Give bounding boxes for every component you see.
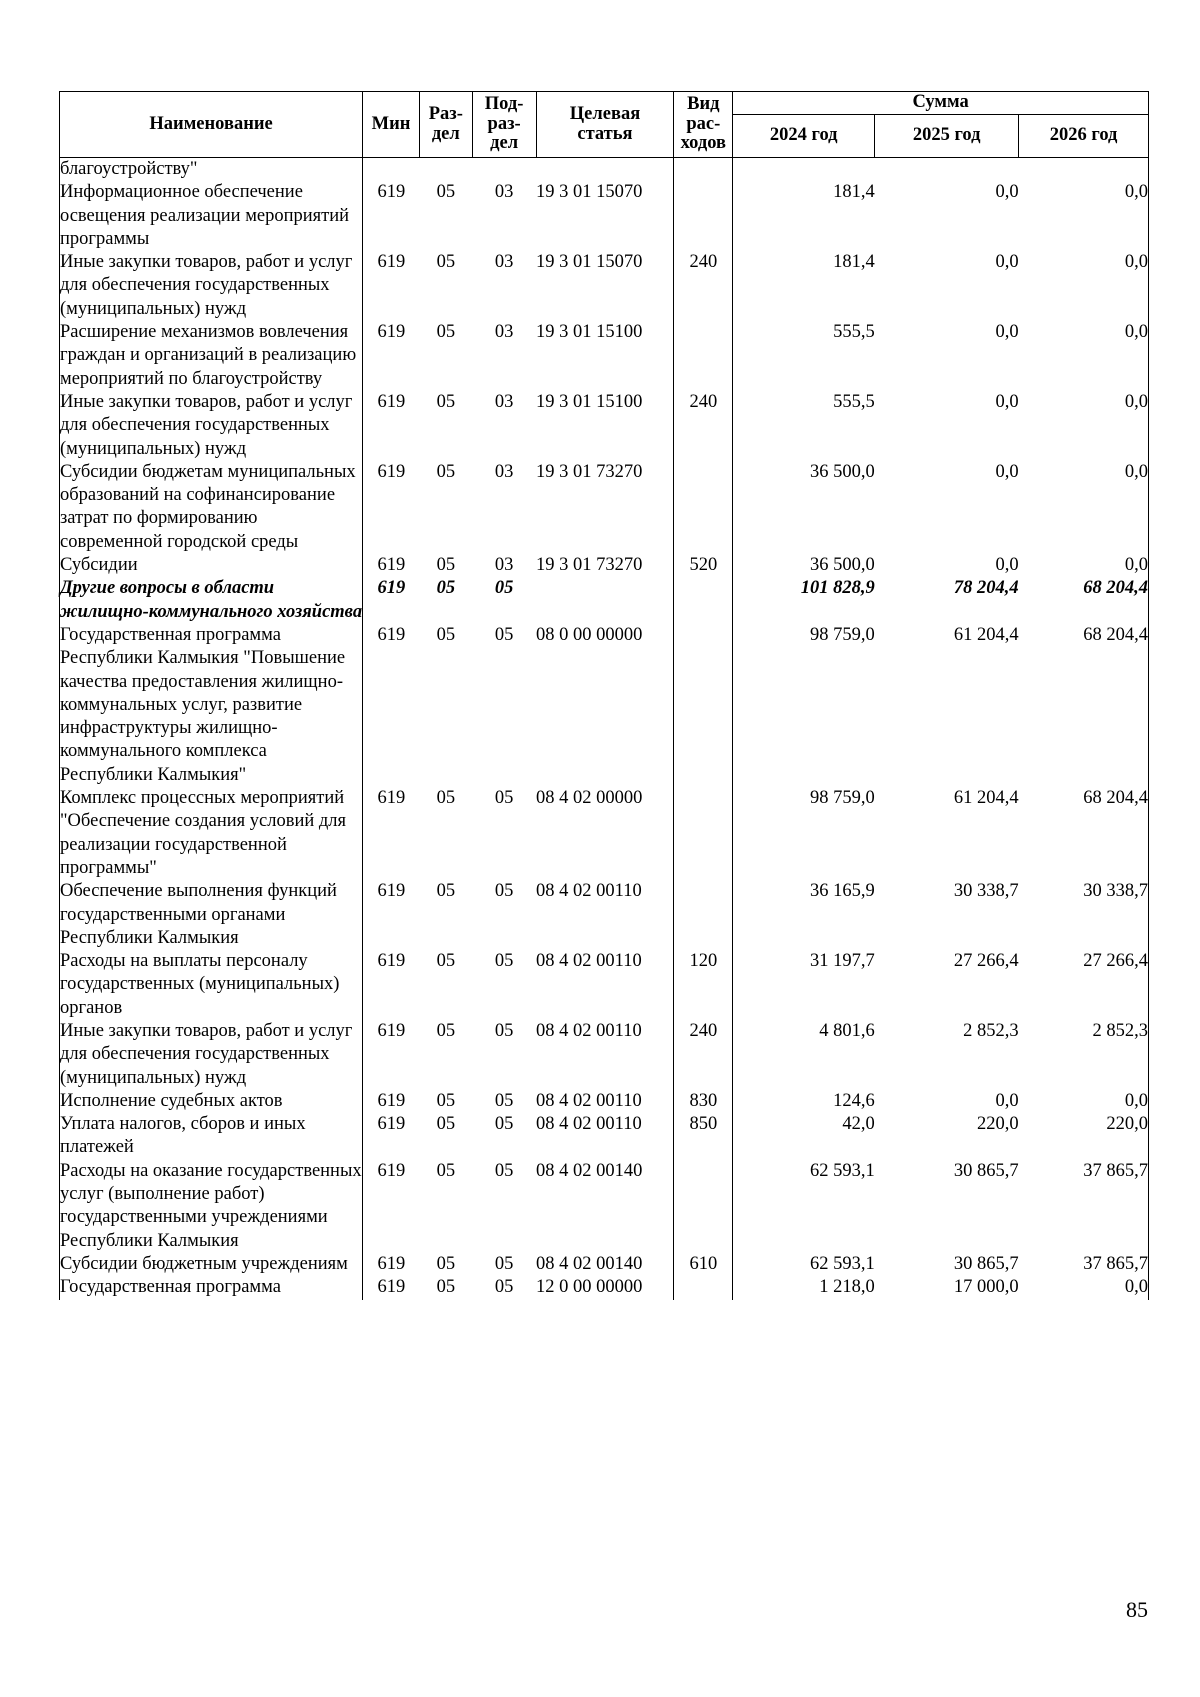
header-razdel: Раз- дел <box>419 92 472 158</box>
cell-sum-2025: 61 204,4 <box>953 788 1019 809</box>
cell-sum-2026: 68 204,4 <box>1019 787 1149 880</box>
cell-sum-2026: 27 266,4 <box>1019 950 1149 1020</box>
cell-expense-type <box>674 461 733 554</box>
cell-sum-2026: 68 204,4 <box>1019 624 1149 787</box>
cell-sum-2024: 98 759,0 <box>733 624 875 787</box>
cell-section: 05 <box>436 951 456 972</box>
cell-sum-2026: 220,0 <box>1019 1113 1149 1160</box>
cell-expense-type <box>674 1276 733 1299</box>
cell-sum-2024: 62 593,1 <box>733 1253 875 1276</box>
cell-section: 05 <box>436 1277 456 1298</box>
cell-target-article: 08 4 02 00140 <box>536 1253 643 1274</box>
cell-sum-2025: 0,0 <box>995 461 1019 482</box>
cell-subsection: 03 <box>494 555 514 576</box>
cell-subsection: 05 <box>494 1253 514 1274</box>
budget-table <box>59 91 1149 1300</box>
cell-name: Субсидии бюджетам муниципальных образований на софинансирование затрат по формированию современной городской среды <box>60 461 363 554</box>
cell-sum-2025: 30 865,7 <box>953 1253 1019 1274</box>
cell-section: 05 <box>436 252 456 273</box>
cell-sum-2026: 37 865,7 <box>1019 1253 1149 1276</box>
table-row <box>60 950 1149 1020</box>
cell-sum-2024: 124,6 <box>733 1090 875 1113</box>
cell-ministry: 619 <box>363 554 420 577</box>
cell-sum-2024: 31 197,7 <box>733 950 875 1020</box>
cell-sum-2025: 0,0 <box>995 252 1019 273</box>
cell-expense-type <box>674 577 733 624</box>
cell-expense-type <box>674 181 733 251</box>
table-row <box>60 787 1149 880</box>
table-row <box>60 624 1149 787</box>
header-target-article: Целевая статья <box>536 92 674 158</box>
cell-sum-2026: 0,0 <box>1019 1090 1149 1113</box>
header-year-2025: 2025 год <box>875 115 1019 158</box>
cell-ministry: 619 <box>363 577 420 624</box>
cell-sum-2024: 4 801,6 <box>733 1020 875 1090</box>
page-number: 85 <box>1126 1597 1148 1622</box>
cell-target-article <box>536 577 674 624</box>
table-row <box>60 158 1149 182</box>
cell-target-article: 08 0 00 00000 <box>536 624 643 645</box>
cell-target-article: 08 4 02 00110 <box>536 951 642 972</box>
cell-name: Расширение механизмов вовлечения граждан и организаций в реализацию мероприятий по благоустройству <box>60 321 363 391</box>
cell-section: 05 <box>436 182 456 203</box>
cell-name: Информационное обеспечение освещения реализации мероприятий программы <box>60 181 363 251</box>
table-row <box>60 1160 1149 1253</box>
cell-name: Иные закупки товаров, работ и услуг для обеспечения государственных (муниципальных) нужд <box>60 391 363 461</box>
cell-ministry <box>363 158 420 182</box>
cell-sum-2026: 0,0 <box>1019 554 1149 577</box>
cell-expense-type <box>674 624 733 787</box>
cell-sum-2025 <box>875 158 1019 182</box>
table-row <box>60 1253 1149 1276</box>
table-row <box>60 251 1149 321</box>
table-row <box>60 880 1149 950</box>
cell-subsection: 03 <box>494 391 514 412</box>
table-row <box>60 391 1149 461</box>
cell-expense-type <box>674 321 733 391</box>
table-row <box>60 181 1149 251</box>
cell-name: Обеспечение выполнения функций государственными органами Республики Калмыкия <box>60 880 363 950</box>
cell-sum-2024: 1 218,0 <box>733 1276 875 1299</box>
cell-sum-2025: 78 204,4 <box>953 578 1019 599</box>
cell-sum-2025: 30 338,7 <box>953 881 1019 902</box>
cell-ministry: 619 <box>363 251 420 321</box>
cell-sum-2025: 61 204,4 <box>953 624 1019 645</box>
cell-name: Субсидии бюджетным учреждениям <box>60 1253 363 1276</box>
table-row <box>60 321 1149 391</box>
cell-section: 05 <box>436 1020 456 1041</box>
cell-ministry: 619 <box>363 1020 420 1090</box>
table-header <box>60 92 1149 158</box>
cell-sum-2025: 27 266,4 <box>953 951 1019 972</box>
cell-expense-type: 240 <box>674 1020 733 1090</box>
cell-sum-2026: 0,0 <box>1019 321 1149 391</box>
cell-sum-2025: 0,0 <box>995 391 1019 412</box>
cell-sum-2026: 68 204,4 <box>1019 577 1149 624</box>
cell-name: благоустройству" <box>60 158 363 182</box>
cell-target-article: 19 3 01 15070 <box>536 252 643 273</box>
cell-name: Другие вопросы в области жилищно-коммунального хозяйства <box>60 577 363 624</box>
cell-expense-type: 120 <box>674 950 733 1020</box>
cell-ministry: 619 <box>363 461 420 554</box>
cell-sum-2026: 30 338,7 <box>1019 880 1149 950</box>
header-name: Наименование <box>60 92 363 158</box>
cell-target-article: 19 3 01 15100 <box>536 391 643 412</box>
cell-section: 05 <box>436 461 456 482</box>
cell-ministry: 619 <box>363 1276 420 1299</box>
cell-target-article: 19 3 01 15100 <box>536 322 643 343</box>
cell-name: Исполнение судебных актов <box>60 1090 363 1113</box>
header-year-2024: 2024 год <box>733 115 875 158</box>
cell-sum-2024: 555,5 <box>733 321 875 391</box>
cell-target-article: 19 3 01 73270 <box>536 555 643 576</box>
cell-ministry: 619 <box>363 880 420 950</box>
cell-section: 05 <box>436 322 456 343</box>
cell-section: 05 <box>436 391 456 412</box>
cell-name: Государственная программа Республики Калмыкия "Повышение качества предоставления жилищно-коммунальных услуг, развитие инфраструктуры жилищно-коммунального комплекса Республики Калмыкия" <box>60 624 363 787</box>
cell-ministry: 619 <box>363 624 420 787</box>
cell-sum-2026: 0,0 <box>1019 461 1149 554</box>
cell-ministry: 619 <box>363 1113 420 1160</box>
cell-name: Иные закупки товаров, работ и услуг для обеспечения государственных (муниципальных) нужд <box>60 251 363 321</box>
cell-expense-type <box>674 787 733 880</box>
cell-target-article: 08 4 02 00110 <box>536 1020 642 1041</box>
cell-sum-2025: 2 852,3 <box>963 1020 1019 1041</box>
cell-section: 05 <box>436 881 456 902</box>
cell-sum-2026: 0,0 <box>1019 251 1149 321</box>
header-expense-type: Вид рас- ходов <box>674 92 733 158</box>
table-row <box>60 1020 1149 1090</box>
cell-section: 05 <box>436 1160 456 1181</box>
cell-sum-2026: 0,0 <box>1019 181 1149 251</box>
cell-sum-2026: 37 865,7 <box>1019 1160 1149 1253</box>
cell-subsection: 05 <box>494 624 514 645</box>
cell-expense-type <box>674 158 733 182</box>
cell-expense-type: 240 <box>674 251 733 321</box>
cell-target-article: 19 3 01 73270 <box>536 461 643 482</box>
cell-sum-2024: 36 500,0 <box>733 461 875 554</box>
cell-ministry: 619 <box>363 1253 420 1276</box>
cell-ministry: 619 <box>363 391 420 461</box>
cell-sum-2024: 42,0 <box>733 1113 875 1160</box>
cell-expense-type: 850 <box>674 1113 733 1160</box>
cell-target-article: 19 3 01 15070 <box>536 182 643 203</box>
cell-sum-2025: 17 000,0 <box>953 1277 1019 1298</box>
cell-subsection: 05 <box>494 1160 514 1181</box>
cell-name: Иные закупки товаров, работ и услуг для обеспечения государственных (муниципальных) нужд <box>60 1020 363 1090</box>
cell-target-article: 08 4 02 00000 <box>536 788 643 809</box>
header-sum: Сумма <box>733 92 1149 115</box>
table-row <box>60 1113 1149 1160</box>
cell-subsection: 05 <box>494 1114 514 1135</box>
table-row <box>60 461 1149 554</box>
cell-sum-2024 <box>733 158 875 182</box>
cell-expense-type: 520 <box>674 554 733 577</box>
cell-target-article <box>536 158 674 182</box>
cell-sum-2024: 181,4 <box>733 251 875 321</box>
cell-subsection: 03 <box>494 461 514 482</box>
cell-subsection: 03 <box>494 252 514 273</box>
cell-subsection: 05 <box>494 788 514 809</box>
cell-sum-2024: 101 828,9 <box>733 577 875 624</box>
cell-target-article: 08 4 02 00140 <box>536 1160 643 1181</box>
cell-sum-2026: 0,0 <box>1019 1276 1149 1299</box>
cell-subsection: 05 <box>494 578 514 599</box>
cell-sum-2026: 0,0 <box>1019 391 1149 461</box>
cell-subsection: 05 <box>494 951 514 972</box>
cell-subsection: 05 <box>494 1277 514 1298</box>
cell-sum-2025: 0,0 <box>995 555 1019 576</box>
table-row <box>60 554 1149 577</box>
cell-ministry: 619 <box>363 950 420 1020</box>
cell-expense-type <box>674 1160 733 1253</box>
cell-name: Субсидии <box>60 554 363 577</box>
cell-ministry: 619 <box>363 321 420 391</box>
cell-sum-2024: 62 593,1 <box>733 1160 875 1253</box>
cell-sum-2025: 30 865,7 <box>953 1160 1019 1181</box>
cell-section: 05 <box>436 1090 456 1111</box>
cell-sum-2024: 181,4 <box>733 181 875 251</box>
cell-subsection: 03 <box>494 322 514 343</box>
cell-subsection: 05 <box>494 1090 514 1111</box>
cell-sum-2024: 555,5 <box>733 391 875 461</box>
cell-sum-2024: 98 759,0 <box>733 787 875 880</box>
cell-name: Расходы на оказание государственных услуг (выполнение работ) государственными учреждениями Республики Калмыкия <box>60 1160 363 1253</box>
cell-sum-2025: 0,0 <box>995 1090 1019 1111</box>
cell-sum-2025: 220,0 <box>977 1114 1019 1135</box>
cell-subsection: 03 <box>494 182 514 203</box>
cell-expense-type: 610 <box>674 1253 733 1276</box>
cell-ministry: 619 <box>363 181 420 251</box>
cell-ministry: 619 <box>363 1160 420 1253</box>
cell-expense-type: 240 <box>674 391 733 461</box>
cell-section: 05 <box>436 555 456 576</box>
cell-expense-type: 830 <box>674 1090 733 1113</box>
header-min: Мин <box>363 92 420 158</box>
cell-subsection: 05 <box>494 1020 514 1041</box>
header-podrazdel: Под- раз- дел <box>472 92 536 158</box>
cell-section: 05 <box>436 788 456 809</box>
header-year-2026: 2026 год <box>1019 115 1149 158</box>
cell-name: Государственная программа <box>60 1276 363 1299</box>
cell-section: 05 <box>436 1114 456 1135</box>
table-body <box>60 158 1149 1300</box>
cell-target-article: 12 0 00 00000 <box>536 1277 643 1298</box>
table-row <box>60 577 1149 624</box>
cell-name: Комплекс процессных мероприятий "Обеспечение создания условий для реализации государственной программы" <box>60 787 363 880</box>
cell-section: 05 <box>436 1253 456 1274</box>
table-row <box>60 1276 1149 1299</box>
cell-section: 05 <box>436 578 456 599</box>
cell-section <box>419 158 472 182</box>
cell-sum-2026 <box>1019 158 1149 182</box>
cell-subsection: 05 <box>494 881 514 902</box>
cell-expense-type <box>674 880 733 950</box>
cell-subsection <box>472 158 536 182</box>
cell-section: 05 <box>436 624 456 645</box>
cell-sum-2024: 36 165,9 <box>733 880 875 950</box>
cell-ministry: 619 <box>363 787 420 880</box>
cell-sum-2025: 0,0 <box>995 182 1019 203</box>
cell-ministry: 619 <box>363 1090 420 1113</box>
cell-name: Уплата налогов, сборов и иных платежей <box>60 1113 363 1160</box>
cell-name: Расходы на выплаты персоналу государственных (муниципальных) органов <box>60 950 363 1020</box>
cell-sum-2026: 2 852,3 <box>1019 1020 1149 1090</box>
table-row <box>60 1090 1149 1113</box>
cell-target-article: 08 4 02 00110 <box>536 1090 642 1111</box>
cell-target-article: 08 4 02 00110 <box>536 1114 642 1135</box>
cell-target-article: 08 4 02 00110 <box>536 881 642 902</box>
cell-sum-2024: 36 500,0 <box>733 554 875 577</box>
cell-sum-2025: 0,0 <box>995 322 1019 343</box>
